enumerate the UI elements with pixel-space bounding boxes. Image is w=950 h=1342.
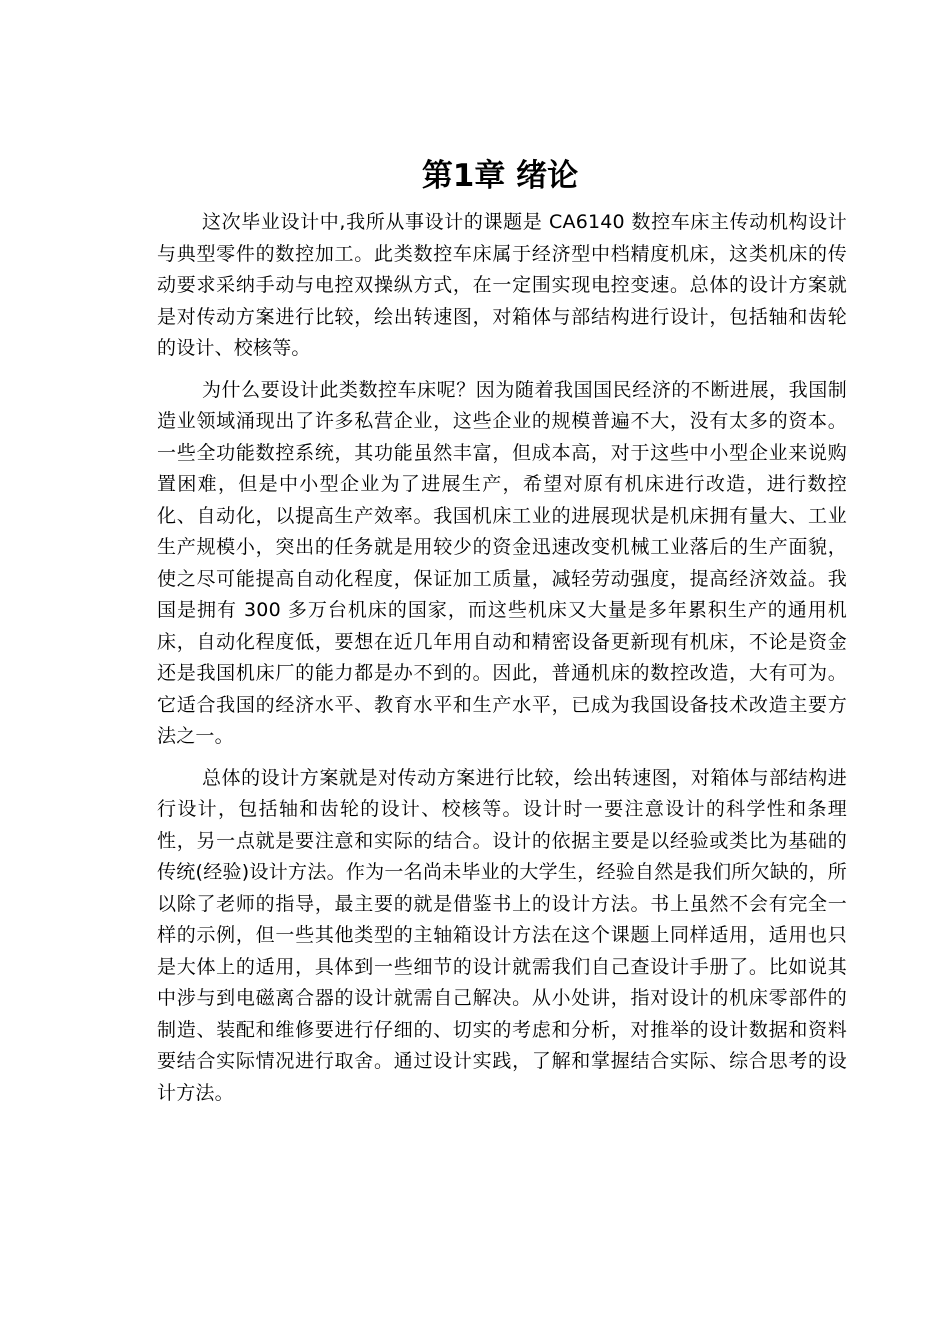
paragraph-2: 为什么要设计此类数控车床呢？因为随着我国国民经济的不断进展，我国制造业领域涌现出了许多私营企业，这些企业的规模普遍不大，没有太多的资本。一些全功能数控系统，其功能虽然丰富，但成本高，对于这些中小型企业来说购置困难，但是中小型企业为了进展生产，希望对原有机床进行改造，进行数控化、自动化，以提高生产效率。我国机床工业的进展现状是机床拥有量大、工业生产规模小，突出的任务就是用较少的资金迅速改变机械工业落后的生产面貌，使之尽可能提高自动化程度，保证加工质量，减轻劳动强度，提高经济效益。我国是拥有 300 多万台机床的国家，而这些机床又大量是多年累积生产的通用机床，自动化程度低，要想在近几年用自动和精密设备更新现有机床，不论是资金还是我国机床厂的能力都是办不到的。因此，普通机床的数控改造，大有可为。它适合我国的经济水平、教育水平和生产水平，已成为我国设备技术改造主要方法之一。 bbox=[157, 378, 847, 747]
body-text bbox=[157, 207, 847, 1119]
paragraph-1: 这次毕业设计中,我所从事设计的课题是 CA6140 数控车床主传动机构设计与典型零件的数控加工。此类数控车床属于经济型中档精度机床，这类机床的传动要求采纳手动与电控双操纵方式，在一定围实现电控变速。总体的设计方案就是对传动方案进行比较，绘出转速图，对箱体与部结构进行设计，包括轴和齿轮的设计、校核等。 bbox=[157, 211, 847, 359]
paragraph-3: 总体的设计方案就是对传动方案进行比较，绘出转速图，对箱体与部结构进行设计，包括轴和齿轮的设计、校核等。设计时一要注意设计的科学性和条理性，另一点就是要注意和实际的结合。设计的依据主要是以经验或类比为基础的传统(经验)设计方法。作为一名尚未毕业的大学生，经验自然是我们所欠缺的，所以除了老师的指导，最主要的就是借鉴书上的设计方法。书上虽然不会有完全一样的示例，但一些其他类型的主轴箱设计方法在这个课题上同样适用，适用也只是大体上的适用，具体到一些细节的设计就需我们自己查设计手册了。比如说其中涉与到电磁离合器的设计就需自己解决。从小处讲，指对设计的机床零部件的制造、装配和维修要进行仔细的、切实的考虑和分析，对推举的设计数据和资料要结合实际情况进行取舍。通过设计实践，了解和掌握结合实际、综合思考的设计方法。 bbox=[157, 766, 847, 1104]
chapter-title: 第1章 绪论 bbox=[421, 158, 579, 194]
